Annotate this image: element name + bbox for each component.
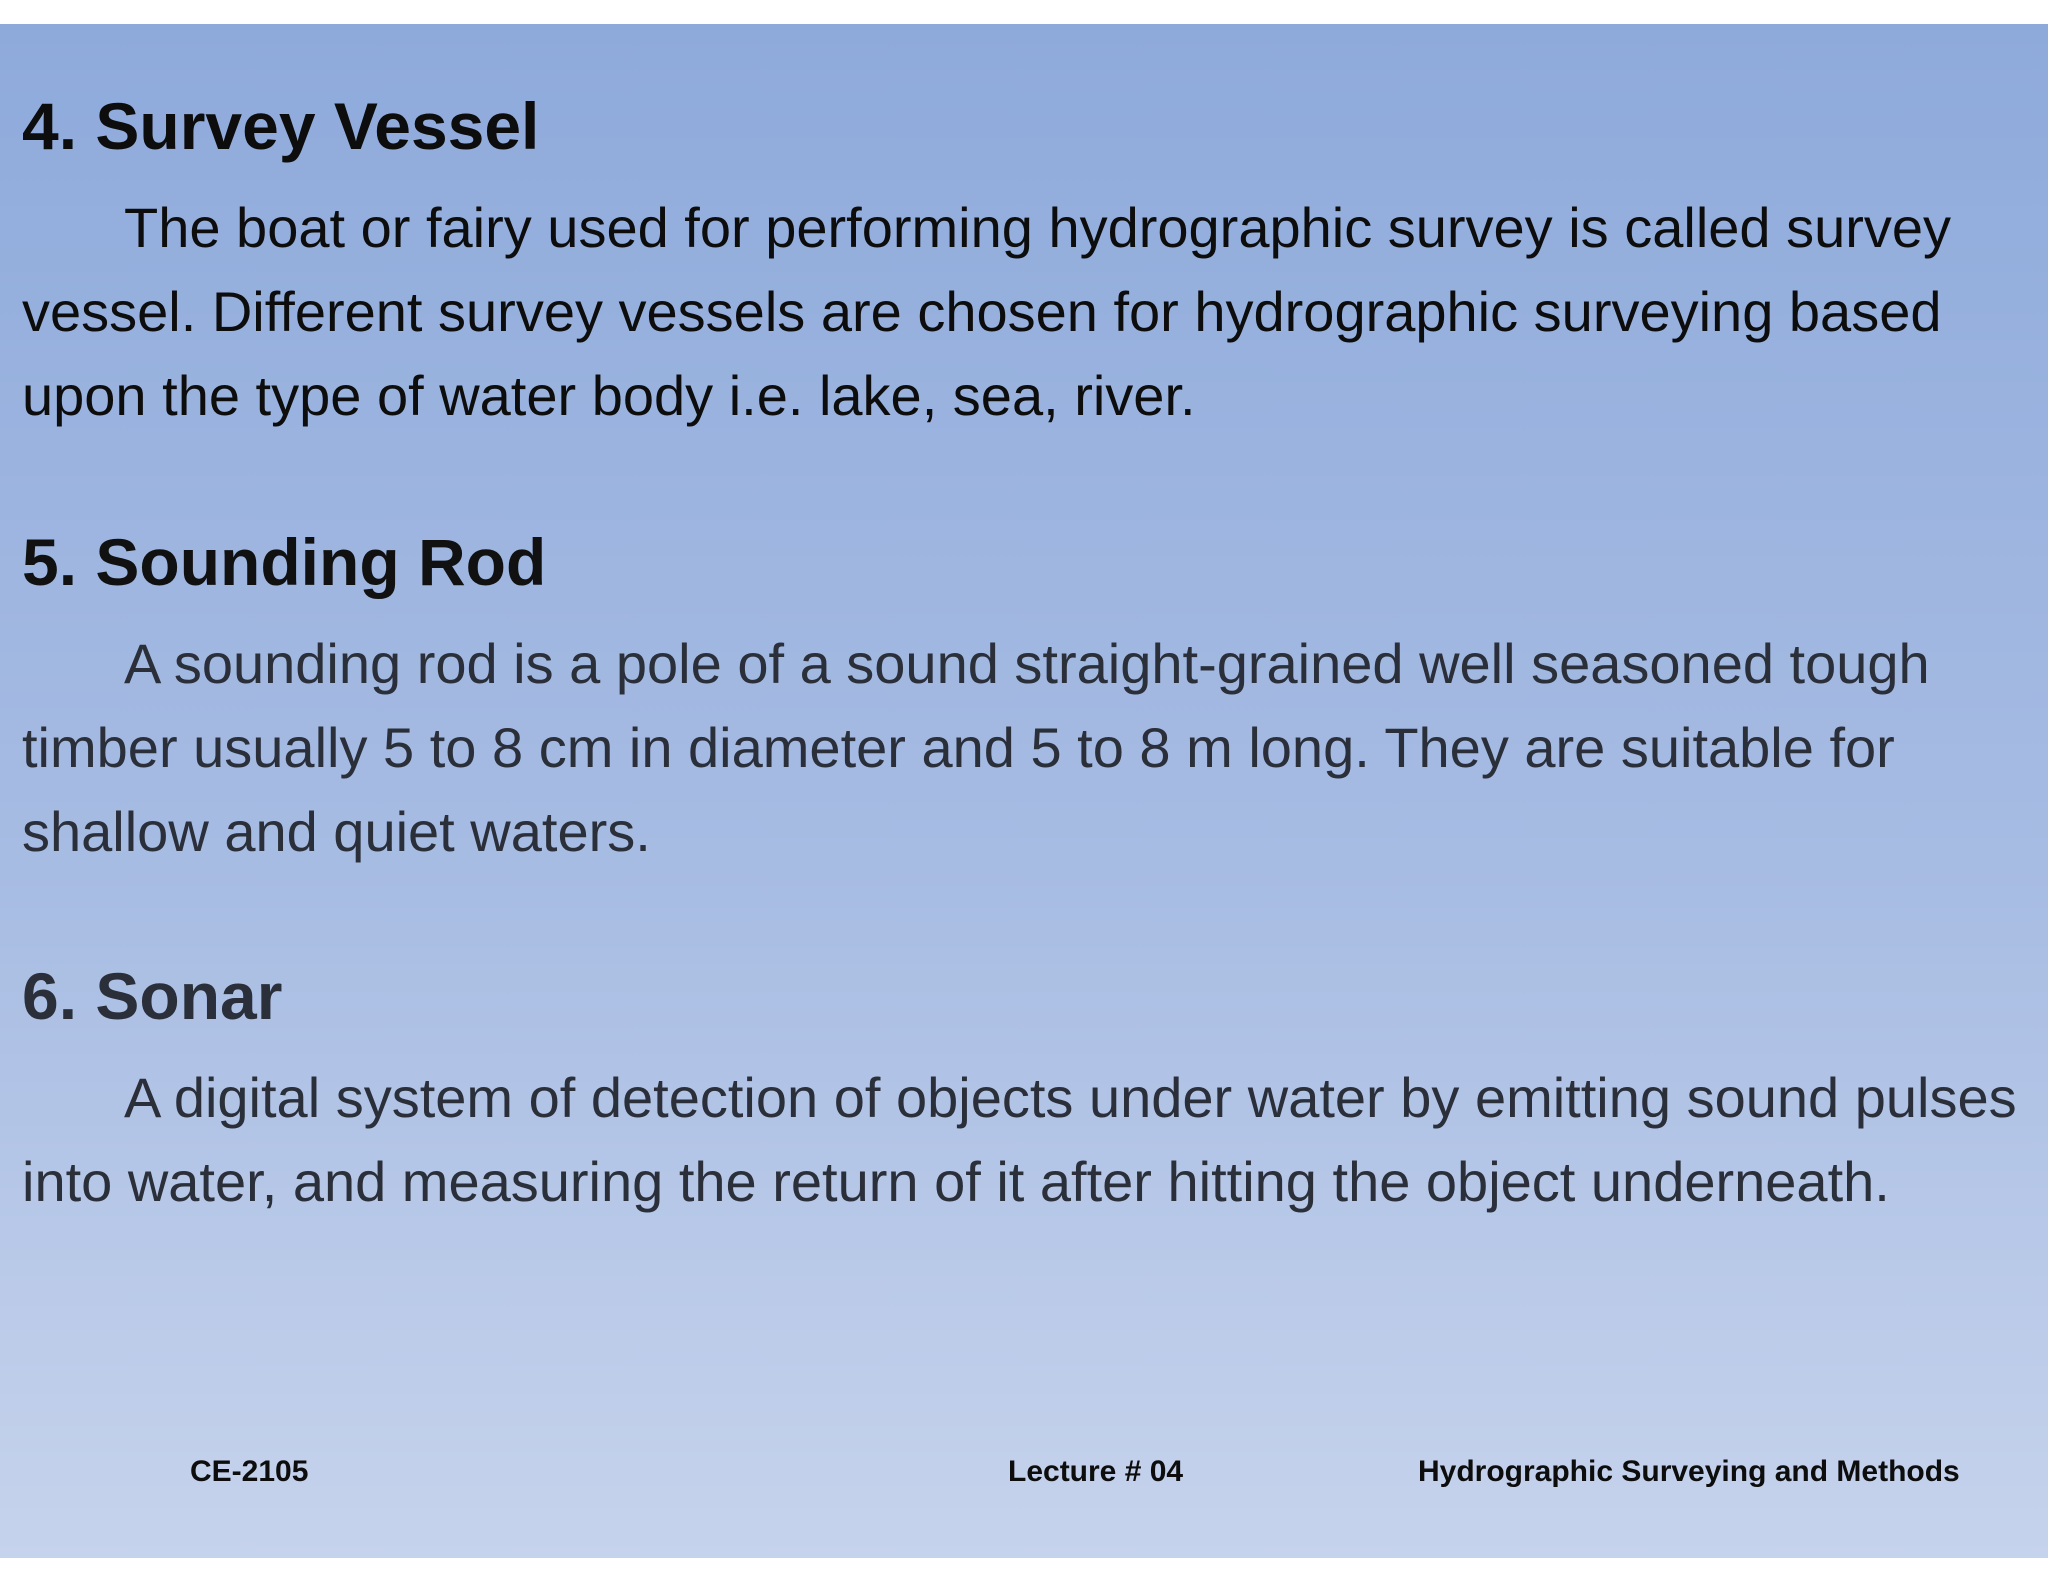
section-body-sonar: A digital system of detection of objects under water by emitting sound pulses into water, and measuring the return of it after hitting the object underneath. (22, 1066, 2017, 1213)
section-body-survey-vessel: The boat or fairy used for performing hydrographic survey is called survey vessel. Different survey vessels are chosen for hydrographic surveying based upon the type of water body i.e. lake, sea, river. (22, 196, 1952, 427)
section-heading-sounding-rod: 5. Sounding Rod (22, 525, 547, 599)
slide (0, 24, 2048, 1558)
footer-lecture-number: Lecture # 04 (1008, 1455, 1184, 1488)
section-heading-sonar: 6. Sonar (22, 959, 283, 1033)
section-heading-survey-vessel: 4. Survey Vessel (22, 89, 540, 163)
section-body-sounding-rod: A sounding rod is a pole of a sound straight-grained well seasoned tough timber usually 5 to 8 cm in diameter and 5 to 8 m long. They are suitable for shallow and quiet waters. (22, 632, 1930, 863)
footer-course-code: CE-2105 (190, 1455, 309, 1488)
footer-topic: Hydrographic Surveying and Methods (1418, 1455, 1960, 1488)
